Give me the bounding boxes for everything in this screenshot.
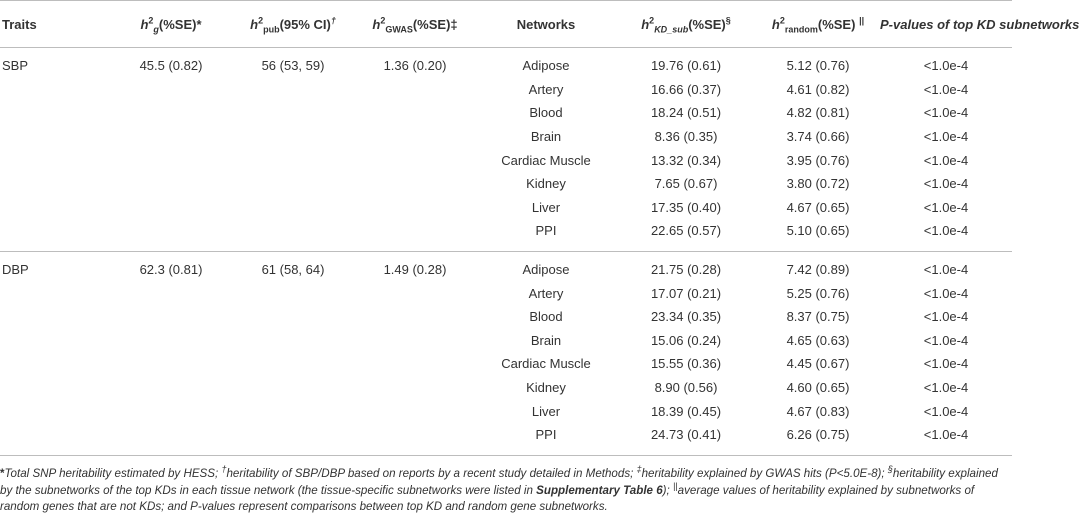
hrandom-cell: 4.82 (0.81) bbox=[786, 105, 850, 121]
pvalue-cell: <1.0e-4 bbox=[923, 356, 969, 372]
hpub-cell bbox=[232, 352, 354, 376]
trait-cell bbox=[0, 423, 110, 455]
hpub-cell bbox=[232, 125, 354, 149]
pvalue-cell: <1.0e-4 bbox=[923, 380, 969, 396]
table-row bbox=[0, 329, 1012, 353]
hrandom-cell: 5.10 (0.65) bbox=[786, 223, 850, 239]
pvalue-cell: <1.0e-4 bbox=[923, 81, 969, 97]
network-cell: Liver bbox=[531, 199, 561, 215]
hkd-cell: 18.39 (0.45) bbox=[650, 403, 722, 419]
hrandom-cell: 3.80 (0.72) bbox=[786, 176, 850, 192]
trait-cell: SBP bbox=[2, 58, 29, 74]
hgwas-cell: 1.36 (0.20) bbox=[383, 58, 447, 74]
table-row bbox=[0, 305, 1012, 329]
hgwas-cell bbox=[354, 329, 476, 353]
pvalue-cell: <1.0e-4 bbox=[880, 251, 1012, 281]
hg-cell bbox=[110, 423, 232, 455]
hgwas-cell bbox=[354, 399, 476, 423]
trait-cell bbox=[0, 196, 110, 220]
trait-cell bbox=[0, 148, 110, 172]
pvalue-cell: <1.0e-4 bbox=[923, 199, 969, 215]
hkd-cell: 19.76 (0.61) bbox=[650, 58, 722, 74]
network-cell: Brain bbox=[530, 129, 562, 145]
hkd-cell: 7.65 (0.67) bbox=[654, 176, 718, 192]
trait-cell bbox=[0, 329, 110, 353]
hg-cell bbox=[110, 148, 232, 172]
hg-cell bbox=[110, 399, 232, 423]
hpub-cell bbox=[232, 281, 354, 305]
hg-cell bbox=[110, 376, 232, 400]
pvalue-cell: <1.0e-4 bbox=[923, 309, 969, 325]
network-cell: Liver bbox=[531, 403, 561, 419]
table-header-row bbox=[0, 1, 1012, 48]
hpub-cell: 56 (53, 59) bbox=[261, 58, 325, 74]
trait-cell bbox=[0, 399, 110, 423]
trait-cell bbox=[0, 352, 110, 376]
header-networks: Networks bbox=[476, 1, 616, 48]
hrandom-cell: 5.12 (0.76) bbox=[786, 58, 850, 74]
hpub-cell bbox=[232, 399, 354, 423]
pvalue-cell: <1.0e-4 bbox=[880, 423, 1012, 455]
pvalue-cell: <1.0e-4 bbox=[923, 176, 969, 192]
trait-cell bbox=[0, 376, 110, 400]
trait-cell bbox=[0, 219, 110, 251]
header-pvalues: P-values of top KD subnetworks bbox=[880, 1, 1012, 48]
header-hgwas: $h^2_{GWAS}(\%SE)\ddagger$ bbox=[354, 1, 476, 48]
hrandom-cell: 6.26 (0.75) bbox=[756, 423, 880, 455]
table-row bbox=[0, 399, 1012, 423]
trait-cell bbox=[0, 101, 110, 125]
hrandom-cell: 4.60 (0.65) bbox=[786, 380, 850, 396]
trait-cell: DBP bbox=[0, 251, 110, 281]
hg-cell bbox=[110, 352, 232, 376]
hrandom-cell: 3.95 (0.76) bbox=[786, 152, 850, 168]
hpub-cell bbox=[232, 172, 354, 196]
hkd-cell: 16.66 (0.37) bbox=[650, 81, 722, 97]
header-hg: $h^2_g(\%SE)*$ bbox=[110, 1, 232, 48]
hrandom-cell: 4.65 (0.63) bbox=[786, 332, 850, 348]
table-row bbox=[0, 78, 1012, 102]
network-cell: Blood bbox=[529, 105, 563, 121]
hg-cell bbox=[110, 219, 232, 251]
header-hpub: $h^2_{pub}(95\%$ CI)† bbox=[232, 1, 354, 48]
network-cell: Artery bbox=[528, 81, 564, 97]
hgwas-cell bbox=[354, 281, 476, 305]
header-hrandom: $h^2_{random}(\%SE)$ || bbox=[756, 1, 880, 48]
pvalue-cell: <1.0e-4 bbox=[923, 285, 969, 301]
network-cell: PPI bbox=[476, 423, 616, 455]
hgwas-cell bbox=[354, 148, 476, 172]
hrandom-cell: 8.37 (0.75) bbox=[786, 309, 850, 325]
network-cell: Kidney bbox=[526, 176, 566, 192]
hgwas-cell bbox=[354, 196, 476, 220]
table-row bbox=[0, 172, 1012, 196]
hgwas-cell: 1.49 (0.28) bbox=[354, 251, 476, 281]
hpub-cell bbox=[232, 329, 354, 353]
pvalue-cell: <1.0e-4 bbox=[923, 152, 969, 168]
hgwas-cell bbox=[354, 352, 476, 376]
table-row bbox=[0, 101, 1012, 125]
table-row bbox=[0, 48, 1012, 78]
table-row bbox=[0, 251, 1012, 281]
hkd-cell: 21.75 (0.28) bbox=[616, 251, 756, 281]
network-cell: Adipose bbox=[522, 58, 570, 74]
hkd-cell: 8.90 (0.56) bbox=[654, 380, 718, 396]
hrandom-cell: 7.42 (0.89) bbox=[756, 251, 880, 281]
hpub-cell bbox=[232, 148, 354, 172]
table-row bbox=[0, 376, 1012, 400]
hpub-cell bbox=[232, 219, 354, 251]
pvalue-cell: <1.0e-4 bbox=[923, 223, 969, 239]
hpub-cell bbox=[232, 196, 354, 220]
table-row bbox=[0, 423, 1012, 455]
hpub-cell bbox=[232, 305, 354, 329]
hpub-cell bbox=[232, 78, 354, 102]
hkd-cell: 17.35 (0.40) bbox=[650, 199, 722, 215]
supplementary-table-reference: Supplementary Table 6 bbox=[536, 483, 663, 497]
network-cell: Cardiac Muscle bbox=[501, 152, 591, 168]
hkd-cell: 22.65 (0.57) bbox=[650, 223, 722, 239]
hgwas-cell bbox=[354, 78, 476, 102]
trait-cell bbox=[0, 172, 110, 196]
hgwas-cell bbox=[354, 305, 476, 329]
hpub-cell bbox=[232, 423, 354, 455]
hrandom-cell: 4.45 (0.67) bbox=[786, 356, 850, 372]
hkd-cell: 17.07 (0.21) bbox=[650, 285, 722, 301]
hgwas-cell bbox=[354, 125, 476, 149]
network-cell: Kidney bbox=[526, 380, 566, 396]
table-row bbox=[0, 125, 1012, 149]
table-row bbox=[0, 219, 1012, 251]
hg-cell: 45.5 (0.82) bbox=[139, 58, 203, 74]
pvalue-cell: <1.0e-4 bbox=[923, 129, 969, 145]
hpub-cell bbox=[232, 376, 354, 400]
hkd-cell: 23.34 (0.35) bbox=[650, 309, 722, 325]
hrandom-cell: 4.67 (0.83) bbox=[786, 403, 850, 419]
hgwas-cell bbox=[354, 376, 476, 400]
hgwas-cell bbox=[354, 423, 476, 455]
network-cell: Blood bbox=[529, 309, 563, 325]
pvalue-cell: <1.0e-4 bbox=[923, 403, 969, 419]
hpub-cell bbox=[232, 101, 354, 125]
hg-cell bbox=[110, 101, 232, 125]
table-row bbox=[0, 148, 1012, 172]
table-row bbox=[0, 352, 1012, 376]
network-cell: Adipose bbox=[476, 251, 616, 281]
header-hkd: $h^2_{KD\_sub}(\%SE)^\S$ bbox=[616, 1, 756, 48]
hrandom-cell: 5.25 (0.76) bbox=[786, 285, 850, 301]
hgwas-cell bbox=[354, 172, 476, 196]
pvalue-cell: <1.0e-4 bbox=[923, 58, 969, 74]
hkd-cell: 15.06 (0.24) bbox=[650, 332, 722, 348]
network-cell: Brain bbox=[530, 332, 562, 348]
hrandom-cell: 4.67 (0.65) bbox=[786, 199, 850, 215]
trait-cell bbox=[0, 78, 110, 102]
hkd-cell: 15.55 (0.36) bbox=[650, 356, 722, 372]
hg-cell bbox=[110, 78, 232, 102]
hkd-cell: 24.73 (0.41) bbox=[616, 423, 756, 455]
pvalue-cell: <1.0e-4 bbox=[923, 105, 969, 121]
hg-cell: 62.3 (0.81) bbox=[110, 251, 232, 281]
hkd-cell: 18.24 (0.51) bbox=[650, 105, 722, 121]
hg-cell bbox=[110, 196, 232, 220]
trait-cell bbox=[0, 305, 110, 329]
hrandom-cell: 4.61 (0.82) bbox=[786, 81, 850, 97]
hgwas-cell bbox=[354, 219, 476, 251]
hpub-cell: 61 (58, 64) bbox=[232, 251, 354, 281]
hg-cell bbox=[110, 172, 232, 196]
pvalue-cell: <1.0e-4 bbox=[923, 332, 969, 348]
hg-cell bbox=[110, 125, 232, 149]
table-row bbox=[0, 281, 1012, 305]
trait-cell bbox=[0, 125, 110, 149]
hkd-cell: 8.36 (0.35) bbox=[654, 129, 718, 145]
network-cell: PPI bbox=[535, 223, 557, 239]
hrandom-cell: 3.74 (0.66) bbox=[786, 129, 850, 145]
hkd-cell: 13.32 (0.34) bbox=[650, 152, 722, 168]
hg-cell bbox=[110, 329, 232, 353]
hgwas-cell bbox=[354, 101, 476, 125]
network-cell: Artery bbox=[528, 285, 564, 301]
hg-cell bbox=[110, 281, 232, 305]
header-traits: Traits bbox=[0, 1, 110, 48]
table-body bbox=[0, 48, 1012, 456]
table-row bbox=[0, 196, 1012, 220]
trait-cell bbox=[0, 281, 110, 305]
table-footnote: *Total SNP heritability estimated by HESS; †heritability of SBP/DBP based on reports by a recent study detailed in Methods; ‡heritability explained by GWAS hits (P<5.0E-8); §heritability explained by the subnetworks of the top KDs in each tissue network (the tissue-specific subnetworks were listed in Supplementary Table 6); ||average values of heritability explained by subnetworks of random genes that are not KDs; and P-values represent comparisons between top KD and random gene subnetworks. bbox=[0, 464, 998, 513]
network-cell: Cardiac Muscle bbox=[501, 356, 591, 372]
hg-cell bbox=[110, 305, 232, 329]
